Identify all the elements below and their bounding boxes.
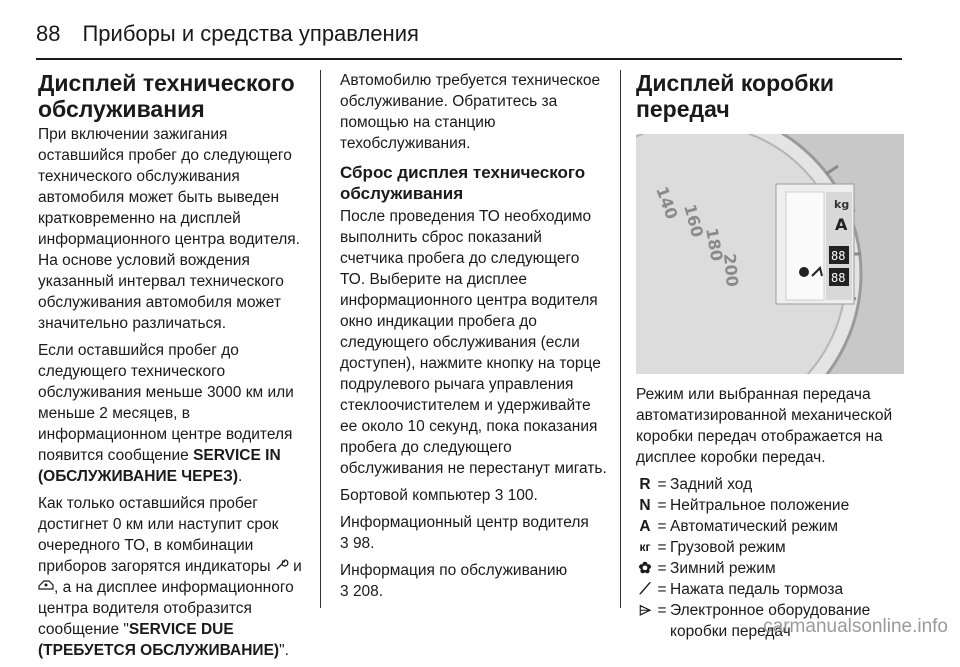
brake-pedal-icon: ⟋	[639, 581, 651, 598]
header-rule	[36, 58, 902, 60]
service-vehicle-icon	[38, 577, 54, 598]
column-1	[38, 70, 308, 667]
gear-display-digits: 88	[831, 271, 846, 285]
legend-item: A = Автоматический режим	[636, 516, 904, 537]
section-heading-reset: Сброс дисплея технического обслуживания	[340, 163, 586, 203]
column-2	[340, 70, 608, 608]
gear-display-letter: A	[835, 215, 848, 234]
legend-item: ⌲ = Электронное оборудование коробки передач	[636, 600, 904, 642]
gear-symbol-r: R	[639, 476, 651, 493]
speed-label: 200	[720, 252, 742, 288]
cross-reference[interactable]: Бортовой компьютер 3 100.	[340, 487, 538, 504]
winter-mode-icon: ✿	[638, 560, 652, 577]
instrument-cluster-figure	[636, 134, 904, 374]
column-divider	[620, 70, 621, 608]
column-3	[636, 70, 904, 642]
gear-display-kg: kg	[834, 198, 850, 211]
wrench-icon	[275, 556, 289, 577]
transmission-fault-icon: ⌲	[638, 602, 652, 619]
page-reference-arrow-icon: 3	[340, 583, 349, 600]
page-reference-arrow-icon: 3	[340, 535, 349, 552]
column-divider	[320, 70, 321, 608]
figure-caption: Режим или выбранная передача автоматизированной механической коробки передач отображается на дисплее коробки передач.	[636, 386, 893, 466]
page-reference-arrow-icon: 3	[494, 487, 504, 504]
cross-reference[interactable]: Информационный центр водителя 3 98.	[340, 514, 589, 552]
paragraph: Если оставшийся пробег до следующего технического обслуживания меньше 3000 км или меньше 2 месяцев, в информационном центре водителя появится сообщение SERVICE IN (ОБСЛУЖИВАНИЕ ЧЕРЕЗ).	[38, 342, 294, 485]
legend-item: N = Нейтральное положение	[636, 495, 904, 516]
paragraph: Автомобилю требуется техническое обслуживание. Обратитесь за помощью на станцию техобслуживания.	[340, 72, 601, 152]
service-due-message: SERVICE DUE (ТРЕБУЕТСЯ ОБСЛУЖИВАНИЕ)	[38, 621, 280, 659]
chapter-title: Приборы и средства управления	[82, 21, 419, 46]
snowflake-icon	[799, 267, 809, 277]
paragraph: После проведения ТО необходимо выполнить сброс показаний счетчика пробега до следующего ТО. Выберите на дисплее информационного центра водителя окно индикации пробега до следующего обслуживания (если доступен), нажмите кнопку на торце подрулевого рычага управления стеклоочистителем и удерживайте ее около 10 секунд, пока показания пробега до следующего обслуживания не перестанут мигать.	[340, 208, 607, 477]
cargo-mode-icon: кг	[639, 540, 651, 554]
gear-symbol-n: N	[639, 497, 651, 514]
cross-reference[interactable]: Информация по обслуживанию 3 208.	[340, 562, 568, 600]
paragraph: При включении зажигания оставшийся пробег до следующего технического обслуживания автомобиля может быть выведен кратковременно на дисплей информационного центра водителя. На основе условий вождения указанный интервал технического обслуживания автомобиля может значительно различаться.	[38, 126, 300, 332]
legend-item: ✿ = Зимний режим	[636, 558, 904, 579]
legend-item: ⟋ = Нажата педаль тормоза	[636, 579, 904, 600]
service-in-message: SERVICE IN (ОБСЛУЖИВАНИЕ ЧЕРЕЗ)	[38, 447, 281, 485]
gear-display-digits: 88	[831, 249, 846, 263]
speed-label: 180	[702, 226, 727, 263]
legend-item: кг = Грузовой режим	[636, 537, 904, 558]
page-number: 88	[36, 21, 61, 46]
page-header	[36, 12, 916, 56]
speed-label: 160	[680, 202, 708, 240]
watermark: carmanualsonline.info	[763, 616, 948, 637]
legend-item: R = Задний ход	[636, 474, 904, 495]
speed-label: 140	[652, 183, 682, 222]
section-heading-service-display: Дисплей технического обслуживания	[38, 70, 295, 122]
section-heading-gearbox-display: Дисплей коробки передач	[636, 70, 835, 122]
paragraph: Как только оставшийся пробег достигнет 0 км или наступит срок очередного ТО, в комбинации приборов загорятся индикаторы и , а на дисплее информационного центра водителя отобразится сообщение "SERVICE DUE (ТРЕБУЕТСЯ ОБСЛУЖИВАНИЕ)".	[38, 495, 302, 659]
gear-symbol-a: A	[639, 518, 651, 535]
